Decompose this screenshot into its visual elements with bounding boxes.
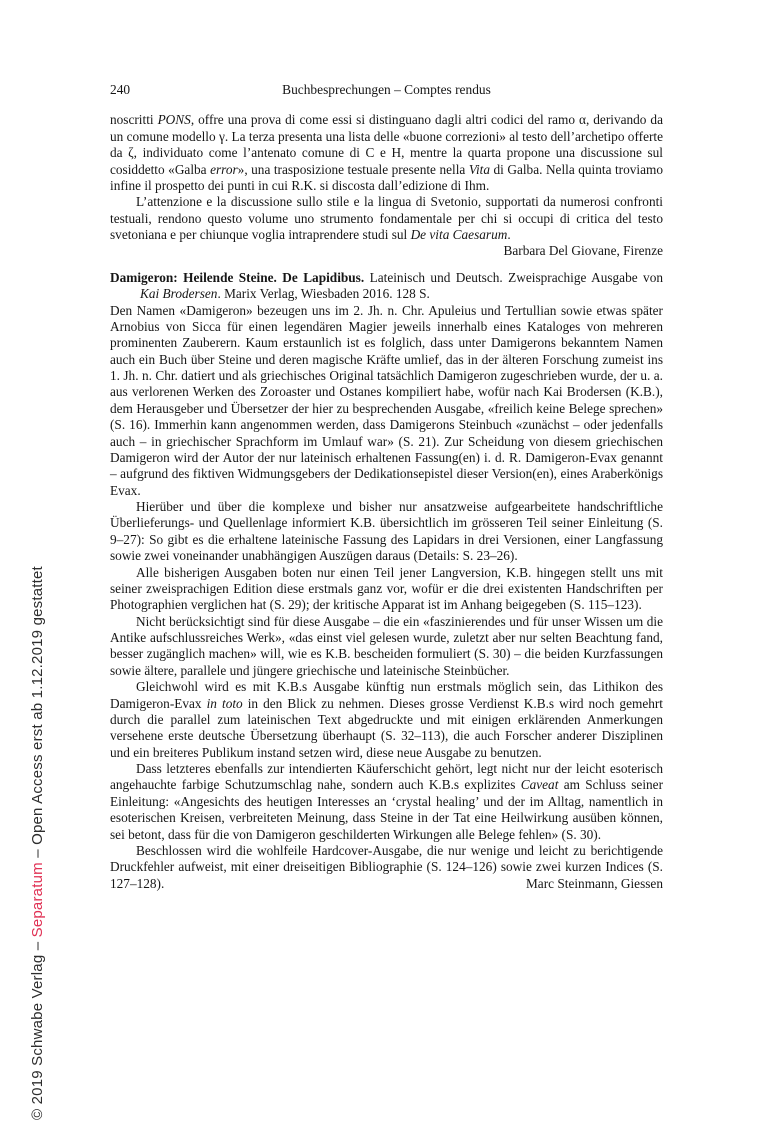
paragraph: noscritti PONS, offre una prova di come essi si distinguano dagli altri codici del ramo α, derivando da un comune modello γ. La terza presenta una lista delle «buone correzioni» al testo dell’archetipo offerte da ζ, individuato come l’antenato comune di C e H, mentre la quarta propone una discussione sul cosiddetto «Galba error», una trasposizione testuale presente nella Vita di Galba. Nella quinta troviamo infine il prospetto dei punti in cui R.K. si discosta dall’edizione di Ihm. (110, 112, 663, 193)
paragraph: Gleichwohl wird es mit K.B.s Ausgabe künftig nun erstmals möglich sein, das Lithikon des Damigeron-Evax in toto in den Blick zu nehmen. Dieses grosse Verdienst K.B.s wird noch gemehrt durch die parallel zum lateinischen Text abgedruckte und mit einigen erklärenden Anmerkungen versehene erste deutsche Übersetzung überhaupt (S. 32–113), die auch Forscher anderer Disziplinen und ein breiteres Publikum instand setzen wird, diese neue Ausgabe zu benutzen. (110, 679, 663, 760)
book-heading-line2: Kai Brodersen. Marix Verlag, Wiesbaden 2016. 128 S. (140, 286, 430, 302)
running-title: Buchbesprechungen – Comptes rendus (282, 82, 491, 97)
paragraph (110, 843, 663, 892)
copyright-text-left: © 2019 Schwabe Verlag – (29, 937, 46, 1120)
paragraph: Alle bisherigen Ausgaben boten nur einen Teil jener Langversion, K.B. hingegen stellt uns mit seiner zweisprachigen Edition diese erstmals ganz vor, wofür er die drei existenten Handschriften per Photographien verglichen hat (S. 29); der kritische Apparat ist im Anhang beigegeben (S. 115–123). (110, 564, 663, 613)
paragraph: L’attenzione e la discussione sullo stile e la lingua di Svetonio, supportati da numerosi confronti testuali, rendono questo volume uno strumento fondamentale per chi si occupi di critica del testo svetoniana e per chiunque voglia intraprendere studi sul De vita Caesarum. (110, 194, 663, 243)
book-heading-line1: Damigeron: Heilende Steine. De Lapidibus. Lateinisch und Deutsch. Zweisprachige Ausgabe von (110, 269, 663, 285)
paragraph: Den Namen «Damigeron» bezeugen uns im 2. Jh. n. Chr. Apuleius und Tertullian sowie etwas später Arnobius von Sicca für einen legendären Magier jeweils innerhalb eines Kataloges von mehreren prominenten Zauberern. Kaum erstaunlich ist es folglich, dass unter Damigerons bekanntem Namen auch ein Buch über Steine und deren magische Kräfte umlief, das in der älteren Forschung zumeist ins 1. Jh. n. Chr. datiert und als griechisches Original tatsächlich Damigeron zugeschrieben wurde, der u. a. aus verlorenen Werken des Zoroaster und Ostanes kompiliert habe, wofür nach Kai Brodersen (K.B.), dem Herausgeber und Übersetzer der hier zu besprechenden Ausgabe, «freilich keine Belege sprechen» (S. 16). Immerhin kann angenommen werden, dass Damigerons Steinbuch «zunächst – oder jedenfalls auch – in griechischer Sprachform im Umlauf war» (S. 21). Zur Scheidung von diesem griechischen Damigeron wird der Autor der nur lateinisch erhaltenen Fassung(en) i. d. R. Damigeron-Evax genannt – aufgrund des fiktiven Widmungsgebers der Dedikationsepistel dieser Version(en), eines Araberkönigs Evax. (110, 302, 663, 498)
reviewer-signature: Barbara Del Giovane, Firenze (503, 243, 663, 259)
paragraph: Nicht berücksichtigt sind für diese Ausgabe – die ein «faszinierendes und für unser Wissen um die Antike aufschlussreiches Werk», «das einst viel gelesen wurde, zuletzt aber nur selten Beachtung fand, besser zugänglich machen» will, wie es K.B. bescheiden formuliert (S. 30) – die beiden Kurzfassungen sowie ältere, parallele und jüngere griechische und lateinische Steinbücher. (110, 613, 663, 678)
reviewer-signature: Marc Steinmann, Giessen (525, 875, 663, 891)
page-header (110, 82, 663, 98)
book-heading (110, 270, 663, 303)
review-suetonius (110, 112, 663, 259)
copyright-sidebar (29, 566, 46, 1120)
review-damigeron (110, 270, 663, 892)
copyright-text-right: – Open Access erst ab 1.12.2019 gestattet (29, 566, 46, 863)
paragraph-text: Beschlossen wird die wohlfeile Hardcover-Ausgabe, die nur wenige und leicht zu berichtigende Druckfehler aufweist, mit einer dreiseitigen Bibliographie (S. 124–126) sowie zwei kurzen Indices (S. 127–128). (110, 842, 663, 891)
paragraph: Dass letzteres ebenfalls zur intendierten Käuferschicht gehört, legt nicht nur der leicht esoterisch angehauchte farbige Schutzumschlag nahe, sondern auch K.B.s explizites Caveat am Schluss seiner Einleitung: «Angesichts des heutigen Interesses an ‘crystal healing’ und der im Alltag, namentlich in esoterischen Kreisen, verbreiteten Meinung, dass Steine in der Tat eine Heilwirkung ausüben können, sei betont, dass für die von Damigeron geschilderten Wirkungen alle Belege fehlen» (S. 30). (110, 761, 663, 842)
page-number: 240 (110, 82, 131, 97)
paragraph: Hierüber und über die komplexe und bisher nur ansatzweise aufgearbeitete handschriftliche Überlieferungs- und Quellenlage informiert K.B. übersichtlich im grösseren Teil seiner Einleitung (S. 9–27): So gibt es die erhaltene lateinische Fassung des Lapidars in drei Versionen, einer Langfassung sowie zwei voneinander unabhängigen Auszügen daraus (Details: S. 23–26). (110, 499, 663, 564)
text-column (110, 82, 663, 892)
separatum-label: Separatum (29, 862, 46, 938)
